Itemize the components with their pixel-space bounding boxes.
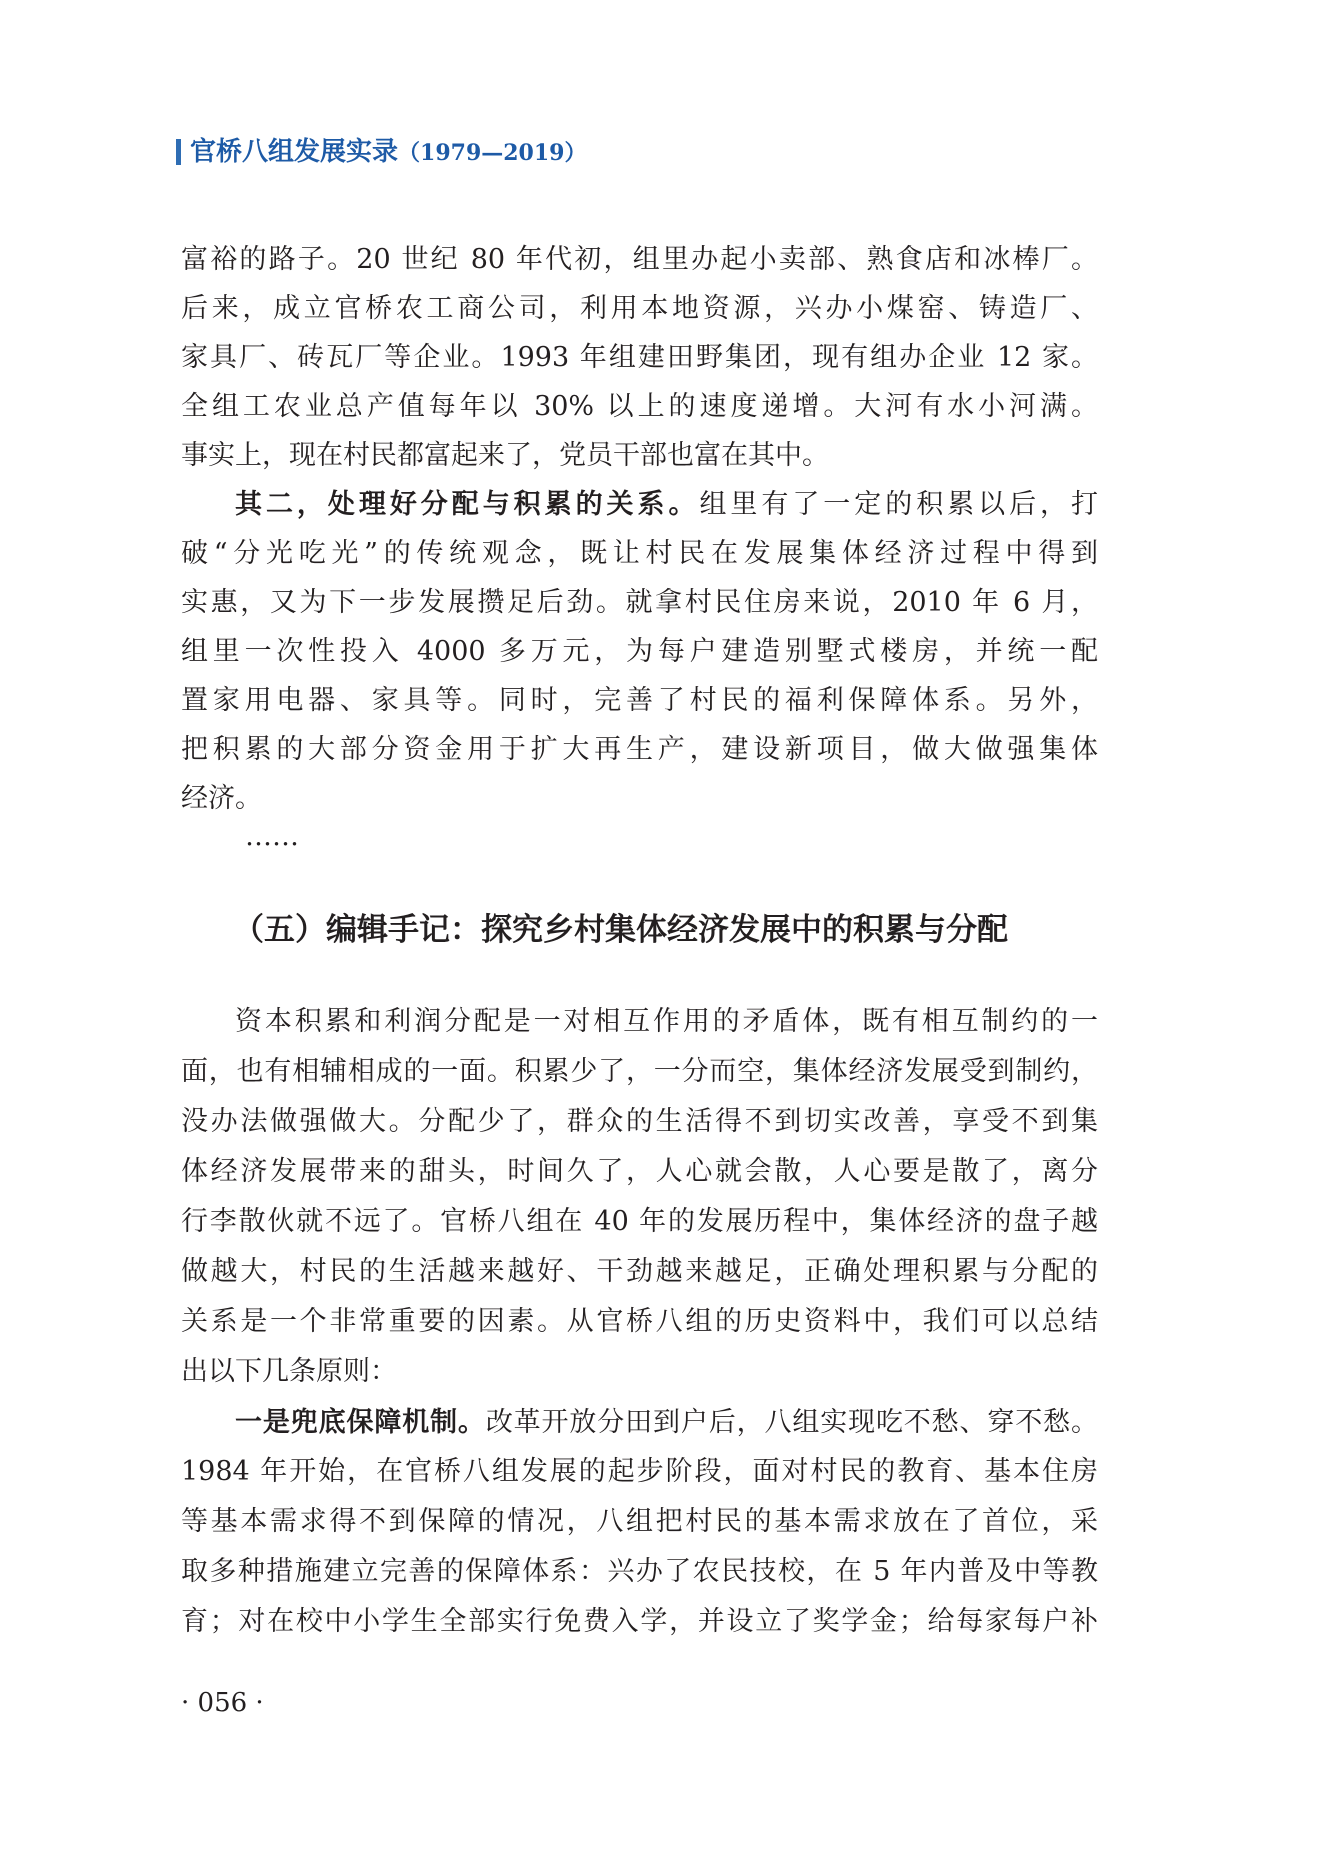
text-line: 组里一次性投入 4000 多万元，为每户建造别墅式楼房，并统一配 — [181, 636, 1098, 667]
paragraph-lead: 一是兜底保障机制。 — [235, 1407, 486, 1437]
section-heading: （五）编辑手记：探究乡村集体经济发展中的积累与分配 — [233, 912, 1008, 947]
running-header-years: （1979—2019） — [398, 140, 587, 166]
text-line: 行李散伙就不远了。官桥八组在 40 年的发展历程中，集体经济的盘子越 — [181, 1206, 1098, 1237]
text-line — [235, 480, 1098, 529]
running-header-bar — [176, 139, 181, 165]
text-line: 育；对在校中小学生全部实行免费入学，并设立了奖学金；给每家每户补 — [181, 1606, 1098, 1637]
text-line: 富裕的路子。20 世纪 80 年代初，组里办起小卖部、熟食店和冰棒厂。 — [181, 244, 1098, 275]
text-line: 体经济发展带来的甜头，时间久了，人心就会散，人心要是散了，离分 — [181, 1156, 1098, 1187]
continued-text — [181, 235, 1098, 823]
text-run: 组里有了一定的积累以后，打 — [699, 489, 1099, 520]
text-line: 等基本需求得不到保障的情况，八组把村民的基本需求放在了首位，采 — [181, 1506, 1098, 1537]
text-line: 全组工农业总产值每年以 30% 以上的速度递增。大河有水小河满。 — [181, 391, 1098, 422]
section-body — [181, 997, 1098, 1647]
paragraph-lead: 其二，处理好分配与积累的关系。 — [235, 489, 700, 519]
text-line: 后来，成立官桥农工商公司，利用本地资源，兴办小煤窑、铸造厂、 — [181, 293, 1098, 324]
text-line: 资本积累和利润分配是一对相互作用的矛盾体，既有相互制约的一 — [235, 1006, 1098, 1037]
text-run: 改革开放分田到户后，八组实现吃不愁、穿不愁。 — [485, 1407, 1099, 1438]
text-line: 做越大，村民的生活越来越好、干劲越来越足，正确处理积累与分配的 — [181, 1256, 1098, 1287]
text-line: 置家用电器、家具等。同时，完善了村民的福利保障体系。另外， — [181, 685, 1098, 716]
text-line: 家具厂、砖瓦厂等企业。1993 年组建田野集团，现有组办企业 12 家。 — [181, 342, 1098, 373]
running-header — [190, 134, 586, 170]
text-line: 取多种措施建立完善的保障体系：兴办了农民技校，在 5 年内普及中等教 — [181, 1556, 1098, 1587]
running-header-title: 官桥八组发展实录 — [190, 137, 399, 167]
ellipsis: …… — [245, 821, 299, 852]
page-number: · 056 · — [181, 1688, 264, 1718]
text-line: 关系是一个非常重要的因素。从官桥八组的历史资料中，我们可以总结 — [181, 1306, 1098, 1337]
text-line: 事实上，现在村民都富起来了，党员干部也富在其中。 — [181, 440, 829, 471]
text-line: 没办法做强做大。分配少了，群众的生活得不到切实改善，享受不到集 — [181, 1106, 1098, 1137]
text-line: 面，也有相辅相成的一面。积累少了，一分而空，集体经济发展受到制约， — [181, 1056, 1098, 1087]
text-line: 出以下几条原则： — [181, 1356, 397, 1387]
text-line: 实惠，又为下一步发展攒足后劲。就拿村民住房来说，2010 年 6 月， — [181, 587, 1098, 618]
text-line: 破“分光吃光”的传统观念，既让村民在发展集体经济过程中得到 — [181, 538, 1098, 569]
text-line: 1984 年开始，在官桥八组发展的起步阶段，面对村民的教育、基本住房 — [181, 1456, 1098, 1487]
text-line: 经济。 — [181, 783, 262, 814]
text-line — [235, 1397, 1098, 1447]
text-line: 把积累的大部分资金用于扩大再生产，建设新项目，做大做强集体 — [181, 734, 1098, 765]
